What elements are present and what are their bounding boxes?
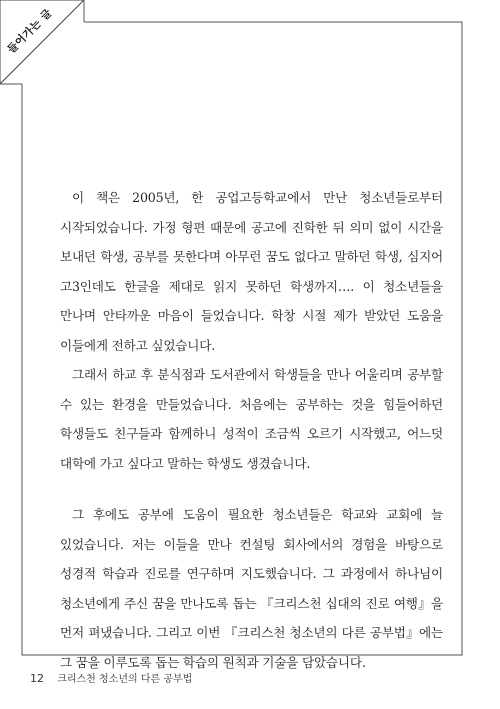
paragraph-3: 그 후에도 공부에 도움이 필요한 청소년들은 학교와 교회에 늘 있었습니다. 저는 이들을 만나 컨설팅 회사에서의 경험을 바탕으로 성경적 학습과 진로를 연구하며 지도했습니다. 그 과정에서 하나님이 청소년에게 주신 꿈을 만나도록 돕는 『크리스천 십대의 진로 여행』을 먼저 펴냈습니다. 그리고 이번 『크리스천 청소년의 다른 공부법』에는 그 꿈을 이루도록 돕는 학습의 원칙과 기술을 담았습니다. xyxy=(60,507,443,670)
body-text xyxy=(60,183,443,677)
paragraph-2: 그래서 하교 후 분식점과 도서관에서 학생들을 만나 어울리며 공부할 수 있는 환경을 만들었습니다. 처음에는 공부하는 것을 힘들어하던 학생들도 친구들과 함께하니 성적이 조금씩 오르기 시작했고, 어느덧 대학에 가고 싶다고 말하는 학생도 생겼습니다. xyxy=(60,367,443,471)
page-footer xyxy=(30,670,192,685)
section-label: 들어가는 글 xyxy=(5,6,55,56)
paragraph-1: 이 책은 2005년, 한 공업고등학교에서 만난 청소년들로부터 시작되었습니다. 가정 형편 때문에 공고에 진학한 뒤 의미 없이 시간을 보내던 학생, 공부를 못한다며 아무런 꿈도 없다고 말하던 학생, 심지어 고3인데도 한글을 제대로 읽지 못하던 학생까지…. 이 청소년들을 만나며 안타까운 마음이 들었습니다. 학창 시절 제가 받았던 도움을 이들에게 전하고 싶었습니다. xyxy=(60,190,443,353)
book-title: 크리스천 청소년의 다른 공부법 xyxy=(57,674,193,685)
page-number: 12 xyxy=(30,672,44,685)
